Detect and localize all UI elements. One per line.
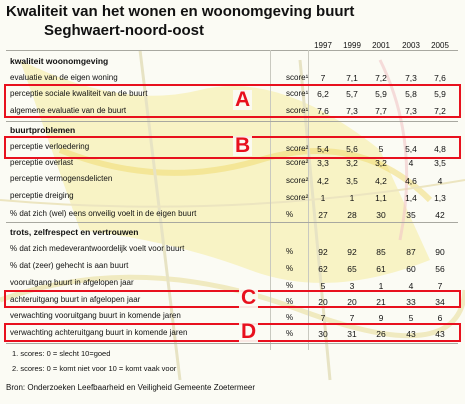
- table-cell: 6,2: [317, 89, 329, 99]
- table-cell: 92: [347, 247, 357, 257]
- table-cell: 5,8: [405, 89, 417, 99]
- table-cell: 4,2: [375, 176, 387, 186]
- table-cell: 3,3: [317, 158, 329, 168]
- marker-a: A: [235, 88, 251, 111]
- table-cell: 4: [408, 281, 414, 291]
- table-cell: 21: [376, 297, 386, 307]
- row-label: perceptie sociale kwaliteit van de buurt: [10, 89, 148, 98]
- row-label: verwachting vooruitgang buurt in komende jaren: [10, 311, 181, 320]
- table-cell: 7,3: [405, 106, 417, 116]
- row-label: vooruitgang buurt in afgelopen jaar: [10, 278, 134, 287]
- table-cell: 7,3: [405, 73, 417, 83]
- row-label: % dat zich medeverantwoordelijk voelt voor buurt: [10, 244, 185, 253]
- table-cell: 4: [408, 158, 414, 168]
- section-heading: trots, zelfrespect en vertrouwen: [10, 227, 139, 237]
- table-cell: 1: [320, 193, 326, 203]
- marker-d: D: [241, 320, 257, 343]
- table-bottom-rule: [6, 343, 458, 344]
- row-unit: score²: [286, 158, 309, 167]
- table-cell: 7,1: [346, 73, 358, 83]
- page-title: Kwaliteit van het wonen en woonomgeving buurt: [6, 3, 355, 20]
- row-label: perceptie verloedering: [10, 142, 90, 151]
- table-cell: 5,7: [346, 89, 358, 99]
- table-cell: 7,6: [434, 73, 446, 83]
- row-label: perceptie dreiging: [10, 191, 74, 200]
- table-cell: 9: [378, 313, 384, 323]
- marker-c: C: [241, 286, 257, 309]
- table-cell: 3,5: [346, 176, 358, 186]
- table-cell: 4,2: [317, 176, 329, 186]
- row-label: % dat zich (wel) eens onveilig voelt in de eigen buurt: [10, 209, 197, 218]
- year-header: 1997: [314, 41, 332, 50]
- section-heading: buurtproblemen: [10, 125, 76, 135]
- source-line: Bron: Onderzoeken Leefbaarheid en Veiligheid Gemeente Zoetermeer: [6, 383, 256, 392]
- table-cell: 60: [406, 264, 416, 274]
- footnote: 1. scores: 0 = slecht 10=goed: [12, 349, 111, 358]
- row-unit: score²: [286, 176, 309, 185]
- row-unit: %: [286, 210, 294, 219]
- table-cell: 5: [408, 313, 414, 323]
- table-cell: 4: [437, 176, 443, 186]
- table-cell: 7: [349, 313, 355, 323]
- table-cell: 1,4: [405, 193, 417, 203]
- table-cell: 28: [347, 210, 357, 220]
- year-header: 2003: [402, 41, 420, 50]
- table-cell: 7,6: [317, 106, 329, 116]
- table-cell: 7,2: [434, 106, 446, 116]
- highlight-box-c: [4, 286, 461, 309]
- table-cell: 1: [378, 281, 384, 291]
- table-cell: 7,7: [375, 106, 387, 116]
- table-cell: 85: [376, 247, 386, 257]
- section-rule: [6, 121, 458, 122]
- table-cell: 56: [435, 264, 445, 274]
- table-cell: 1,1: [375, 193, 387, 203]
- table-cell: 30: [318, 329, 328, 339]
- row-unit: %: [286, 264, 294, 273]
- row-unit: score¹: [286, 73, 309, 82]
- table-cell: 4,8: [434, 144, 446, 154]
- section-heading: kwaliteit woonomgeving: [10, 56, 109, 66]
- table-cell: 4,6: [405, 176, 417, 186]
- row-label: perceptie overlast: [10, 158, 74, 167]
- year-header: 2001: [372, 41, 390, 50]
- year-header: 1999: [343, 41, 361, 50]
- table-cell: 92: [318, 247, 328, 257]
- table-cell: 5: [378, 144, 384, 154]
- table-cell: 90: [435, 247, 445, 257]
- row-label: perceptie vermogensdelicten: [10, 174, 113, 183]
- table-cell: 20: [318, 297, 328, 307]
- table-cell: 87: [406, 247, 416, 257]
- table-cell: 5,4: [317, 144, 329, 154]
- table-cell: 5,4: [405, 144, 417, 154]
- table-cell: 34: [435, 297, 445, 307]
- row-label: achteruitgang buurt in afgelopen jaar: [10, 295, 141, 304]
- section-rule: [6, 222, 458, 223]
- table-cell: 5,6: [346, 144, 358, 154]
- row-unit: %: [286, 297, 294, 306]
- table-cell: 35: [406, 210, 416, 220]
- table-cell: 7: [320, 313, 326, 323]
- table-cell: 42: [435, 210, 445, 220]
- row-label: algemene evaluatie van de buurt: [10, 106, 127, 115]
- header-rule: [6, 50, 458, 51]
- table-cell: 65: [347, 264, 357, 274]
- table-cell: 7,3: [346, 106, 358, 116]
- row-unit: %: [286, 329, 294, 338]
- table-cell: 6: [437, 313, 443, 323]
- table-cell: 33: [406, 297, 416, 307]
- year-header: 2005: [431, 41, 449, 50]
- table-cell: 30: [376, 210, 386, 220]
- table-cell: 7: [437, 281, 443, 291]
- table-cell: 31: [347, 329, 357, 339]
- table-cell: 26: [376, 329, 386, 339]
- page-subtitle: Seghwaert-noord-oost: [44, 22, 204, 39]
- row-label: % dat (zeer) gehecht is aan buurt: [10, 261, 129, 270]
- table-cell: 5,9: [375, 89, 387, 99]
- row-unit: score²: [286, 193, 309, 202]
- table-cell: 43: [406, 329, 416, 339]
- row-unit: score²: [286, 144, 309, 153]
- table-cell: 5,9: [434, 89, 446, 99]
- table-cell: 43: [435, 329, 445, 339]
- row-label: verwachting achteruitgang buurt in komende jaren: [10, 328, 188, 337]
- row-unit: score¹: [286, 89, 309, 98]
- row-unit: %: [286, 281, 294, 290]
- table-cell: 7,2: [375, 73, 387, 83]
- table-cell: 3,2: [346, 158, 358, 168]
- table-cell: 20: [347, 297, 357, 307]
- table-cell: 27: [318, 210, 328, 220]
- table-cell: 5: [320, 281, 326, 291]
- table-cell: 1: [349, 193, 355, 203]
- row-unit: %: [286, 247, 294, 256]
- table-cell: 3: [349, 281, 355, 291]
- table-cell: 61: [376, 264, 386, 274]
- marker-b: B: [235, 134, 251, 157]
- footnote: 2. scores: 0 = komt niet voor 10 = komt vaak voor: [12, 364, 177, 373]
- highlight-box-d: [4, 320, 461, 343]
- table-cell: 3,2: [375, 158, 387, 168]
- row-unit: score¹: [286, 106, 309, 115]
- table-cell: 1,3: [434, 193, 446, 203]
- table-cell: 7: [320, 73, 326, 83]
- table-cell: 3,5: [434, 158, 446, 168]
- table-cell: 62: [318, 264, 328, 274]
- row-unit: %: [286, 313, 294, 322]
- row-label: evaluatie van de eigen woning: [10, 73, 118, 82]
